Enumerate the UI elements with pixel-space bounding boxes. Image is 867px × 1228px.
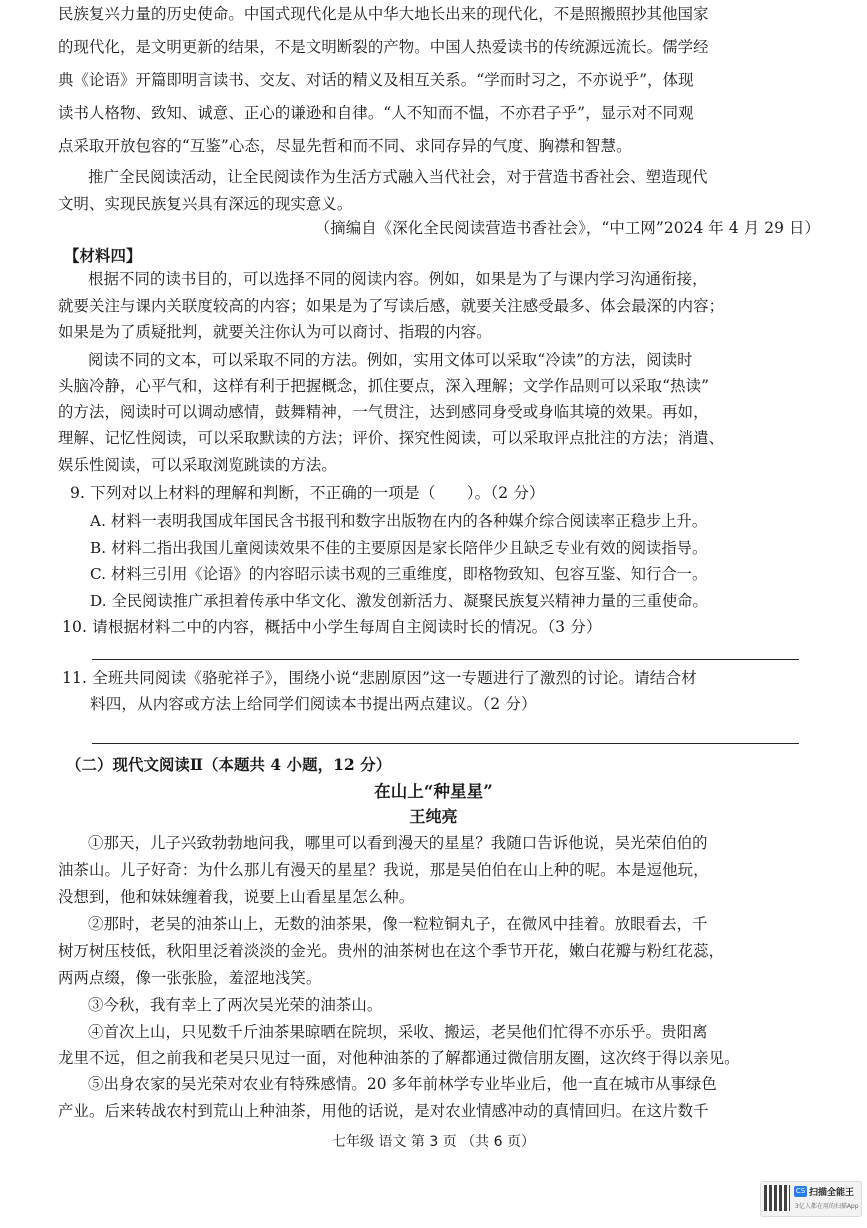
text-line: ②那时，老吴的油茶山上，无数的油茶果，像一粒粒铜丸子，在微风中挂着。放眼看去，千: [88, 915, 708, 933]
text-line: 典《论语》开篇即明言读书、交友、对话的精义及相互关系。“学而时习之，不亦说乎”，体现: [58, 71, 694, 89]
question-9-stem: 9. 下列对以上材料的理解和判断，不正确的一项是（ ）。（2 分）: [70, 484, 545, 502]
material-heading: 【材料四】: [64, 247, 142, 265]
text-line: 树万树压枝低，秋阳里泛着淡淡的金光。贵州的油茶树也在这个季节开花，嫩白花瓣与粉红花蕊，: [58, 942, 725, 960]
option-d: D. 全民阅读推广承担着传承中华文化、激发创新活力、凝聚民族复兴精神力量的三重使命。: [90, 592, 708, 610]
answer-line: [92, 743, 799, 744]
text-line: 龙里不远，但之前我和老吴只见过一面，对他种油茶的了解都通过微信朋友圈，这次终于得以亲见。: [58, 1049, 740, 1067]
text-line: 没想到，他和妹妹缠着我，说要上山看星星怎么种。: [58, 888, 415, 906]
text-line: 的现代化，是文明更新的结果，不是文明断裂的产物。中国人热爱读书的传统源远流长。儒学经: [58, 38, 709, 56]
text-line: 如果是为了质疑批判，就要关注你认为可以商讨、指瑕的内容。: [58, 323, 492, 341]
text-line: 娱乐性阅读，可以采取浏览跳读的方法。: [58, 456, 337, 474]
option-c: C. 材料三引用《论语》的内容昭示读书观的三重维度，即格物致知、包容互鉴、知行合一。: [90, 565, 708, 583]
text-line: 油茶山。儿子好奇：为什么那儿有漫天的星星？我说，那是吴伯伯在山上种的呢。本是逗他玩，: [58, 861, 709, 879]
watermark-title: 扫描全能王: [809, 1188, 855, 1198]
option-b: B. 材料二指出我国儿童阅读效果不佳的主要原因是家长陪伴少且缺乏专业有效的阅读指导。: [90, 539, 708, 557]
question-10-stem: 10. 请根据材料二中的内容，概括中小学生每周自主阅读时长的情况。（3 分）: [62, 618, 602, 636]
text-line: 民族复兴力量的历史使命。中国式现代化是从中华大地长出来的现代化，不是照搬照抄其他国家: [58, 5, 709, 23]
text-line: 读书人格物、致知、诚意、正心的谦逊和自律。“人不知而不愠，不亦君子乎”，显示对不同观: [58, 104, 694, 122]
text-line: 文明、实现民族复兴具有深远的现实意义。: [58, 195, 353, 213]
text-line: 就要关注与课内关联度较高的内容；如果是为了写读后感，就要关注感受最多、体会最深的内容；: [58, 297, 725, 315]
text-line: 推广全民阅读活动，让全民阅读作为生活方式融入当代社会，对于营造书香社会、塑造现代: [88, 168, 708, 186]
article-author: 王纯亮: [409, 807, 458, 826]
option-a: A. 材料一表明我国成年国民含书报刊和数字出版物在内的各种媒介综合阅读率正稳步上升。: [90, 512, 708, 530]
scanner-logo-icon: CS: [795, 1187, 806, 1195]
text-line: 的方法，阅读时可以调动感情，鼓舞精神，一气贯注，达到感同身受或身临其境的效果。再如，: [58, 403, 709, 421]
qr-code-icon: [764, 1185, 790, 1211]
page-footer: 七年级 语文 第 3 页 （共 6 页）: [332, 1134, 535, 1150]
scanner-watermark: [760, 1181, 862, 1217]
text-line: ①那天，儿子兴致勃勃地问我，哪里可以看到漫天的星星？我随口告诉他说，吴光荣伯伯的: [88, 834, 708, 852]
text-line: 两两点缀，像一张张脸，羞涩地浅笑。: [58, 969, 322, 987]
text-line: 根据不同的读书目的，可以选择不同的阅读内容。例如，如果是为了与课内学习沟通衔接，: [88, 270, 708, 288]
text-line: 产业。后来转战农村到荒山上种油茶，用他的话说，是对农业情感冲动的真情回归。在这片数千: [58, 1102, 709, 1120]
watermark-subtitle: 3亿人都在用的扫描App: [795, 1203, 859, 1210]
question-11-stem: 11. 全班共同阅读《骆驼祥子》，围绕小说“悲剧原因”这一专题进行了激烈的讨论。请结合材: [62, 669, 697, 687]
text-line: 头脑冷静，心平气和，这样有利于把握概念，抓住要点，深入理解；文学作品则可以采取“热读”: [58, 377, 710, 395]
text-line: ⑤出身农家的吴光荣对农业有特殊感情。20 多年前林学专业毕业后，他一直在城市从事绿色: [88, 1075, 717, 1093]
text-line: 阅读不同的文本，可以采取不同的方法。例如，实用文体可以采取“冷读”的方法，阅读时: [88, 351, 693, 369]
answer-line: [92, 659, 799, 660]
section-heading: （二）现代文阅读Ⅱ（本题共 4 小题，12 分）: [66, 756, 392, 774]
article-title: 在山上“种星星”: [374, 782, 493, 801]
text-line: ③今秋，我有幸上了两次吴光荣的油茶山。: [88, 996, 383, 1014]
source-citation: （摘编自《深化全民阅读营造书香社会》，“中工网”2024 年 4 月 29 日）: [314, 219, 820, 237]
text-line: 理解、记忆性阅读，可以采取默读的方法；评价、探究性阅读，可以采取评点批注的方法；消遣、: [58, 429, 725, 447]
text-line: 点采取开放包容的“互鉴”心态，尽显先哲和而不同、求同存异的气度、胸襟和智慧。: [58, 137, 632, 155]
question-11-stem-cont: 料四，从内容或方法上给同学们阅读本书提出两点建议。（2 分）: [90, 695, 537, 713]
text-line: ④首次上山，只见数千斤油茶果晾晒在院坝，采收、搬运，老吴他们忙得不亦乐乎。贵阳离: [88, 1023, 708, 1041]
